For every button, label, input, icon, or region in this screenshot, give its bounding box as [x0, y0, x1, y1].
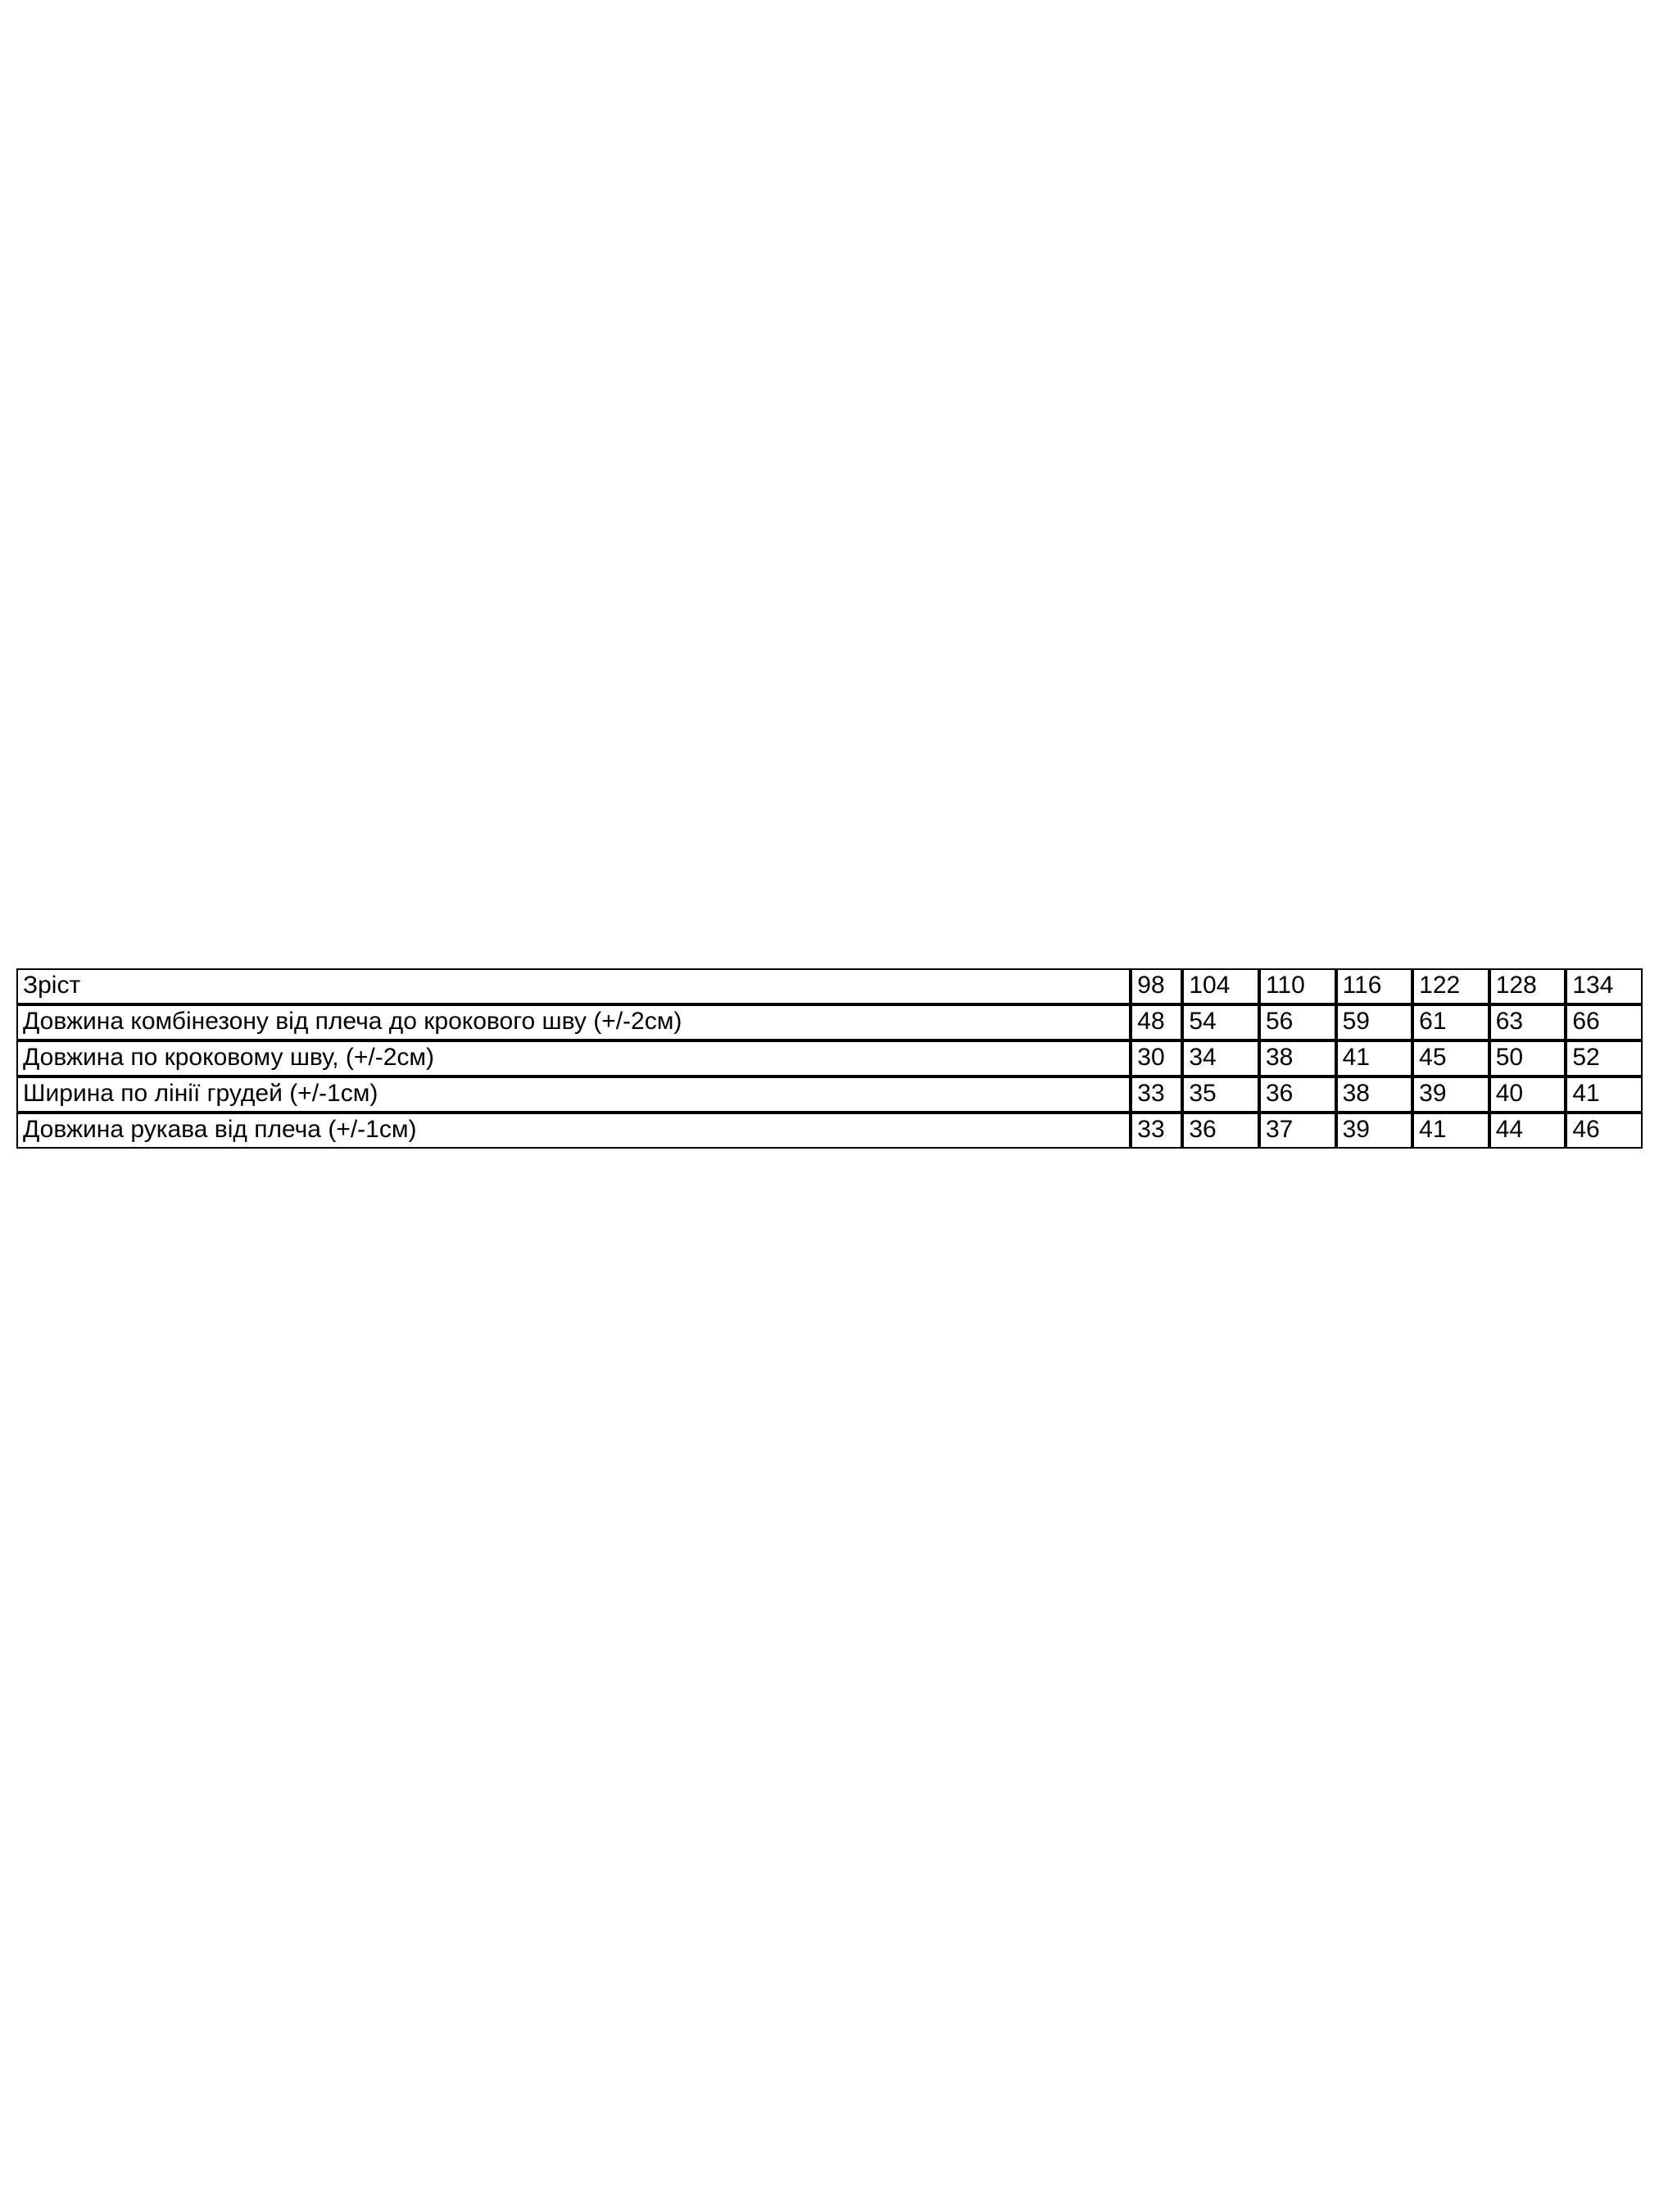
cell-value: 30 — [1131, 1040, 1182, 1077]
table-row — [16, 1113, 1643, 1149]
cell-value: 37 — [1259, 1113, 1336, 1149]
cell-value: 122 — [1412, 968, 1489, 1004]
cell-value: 41 — [1566, 1077, 1643, 1113]
table-row — [16, 1040, 1643, 1077]
row-label: Зріст — [16, 968, 1131, 1004]
cell-value: 56 — [1259, 1004, 1336, 1040]
cell-value: 44 — [1489, 1113, 1566, 1149]
cell-value: 38 — [1259, 1040, 1336, 1077]
cell-value: 48 — [1131, 1004, 1182, 1040]
cell-value: 52 — [1566, 1040, 1643, 1077]
cell-value: 39 — [1336, 1113, 1413, 1149]
cell-value: 61 — [1412, 1004, 1489, 1040]
cell-value: 98 — [1131, 968, 1182, 1004]
cell-value: 34 — [1182, 1040, 1259, 1077]
cell-value: 40 — [1489, 1077, 1566, 1113]
cell-value: 134 — [1566, 968, 1643, 1004]
cell-value: 63 — [1489, 1004, 1566, 1040]
cell-value: 45 — [1412, 1040, 1489, 1077]
row-label: Довжина рукава від плеча (+/-1см) — [16, 1113, 1131, 1149]
cell-value: 59 — [1336, 1004, 1413, 1040]
cell-value: 46 — [1566, 1113, 1643, 1149]
cell-value: 33 — [1131, 1113, 1182, 1149]
size-chart-container — [16, 968, 1643, 1149]
table-row — [16, 968, 1643, 1004]
cell-value: 41 — [1412, 1113, 1489, 1149]
cell-value: 104 — [1182, 968, 1259, 1004]
table-row — [16, 1077, 1643, 1113]
cell-value: 41 — [1336, 1040, 1413, 1077]
cell-value: 54 — [1182, 1004, 1259, 1040]
cell-value: 39 — [1412, 1077, 1489, 1113]
size-chart-table — [16, 968, 1643, 1149]
cell-value: 66 — [1566, 1004, 1643, 1040]
cell-value: 50 — [1489, 1040, 1566, 1077]
cell-value: 33 — [1131, 1077, 1182, 1113]
cell-value: 110 — [1259, 968, 1336, 1004]
table-row — [16, 1004, 1643, 1040]
cell-value: 38 — [1336, 1077, 1413, 1113]
row-label: Довжина комбінезону від плеча до крокового шву (+/-2см) — [16, 1004, 1131, 1040]
cell-value: 128 — [1489, 968, 1566, 1004]
row-label: Довжина по кроковому шву, (+/-2см) — [16, 1040, 1131, 1077]
cell-value: 35 — [1182, 1077, 1259, 1113]
row-label: Ширина по лінії грудей (+/-1см) — [16, 1077, 1131, 1113]
cell-value: 116 — [1336, 968, 1413, 1004]
cell-value: 36 — [1182, 1113, 1259, 1149]
cell-value: 36 — [1259, 1077, 1336, 1113]
